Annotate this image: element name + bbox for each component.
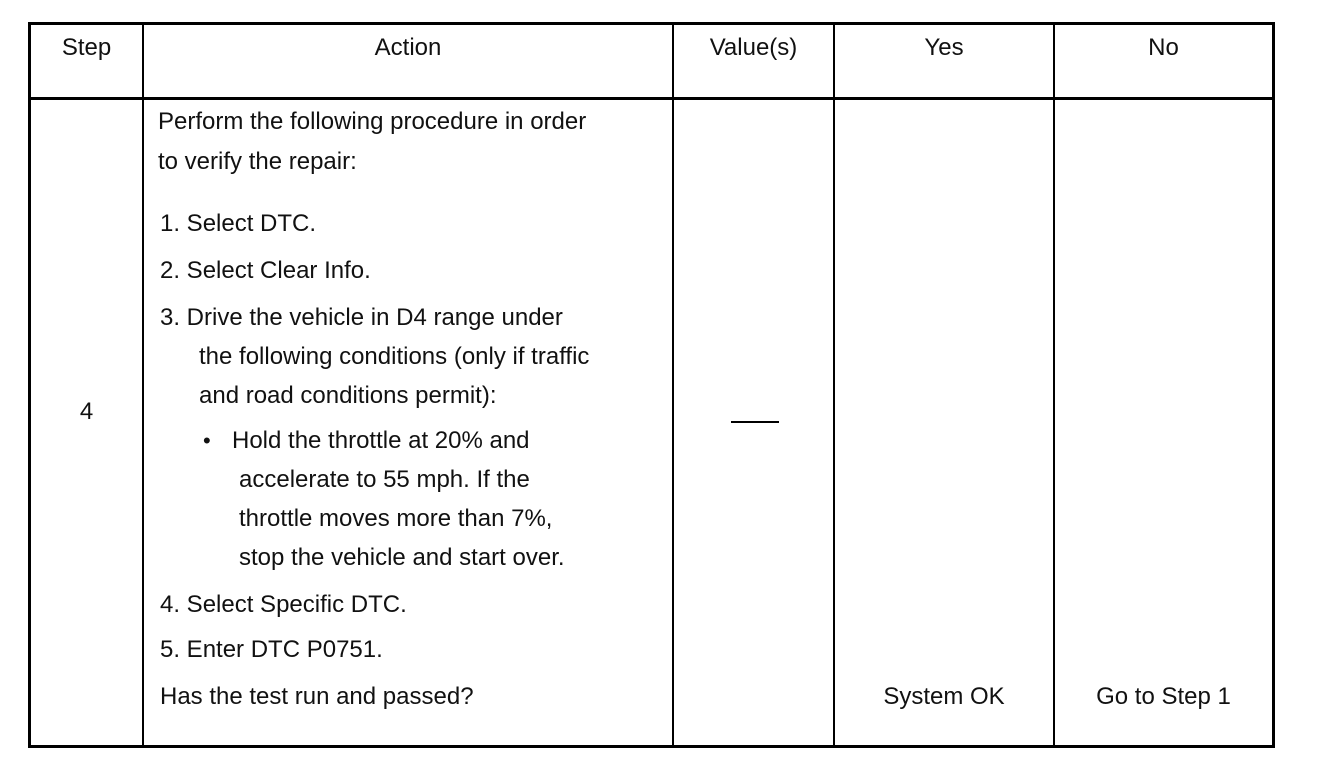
yes-result: System OK: [883, 683, 1005, 710]
header-values: Value(s): [709, 34, 798, 61]
action-item-3-line-3: and road conditions permit):: [199, 382, 497, 409]
value-text: [31, 25, 32, 26]
value-empty-dash: [731, 421, 779, 423]
action-item-3-line-2: the following conditions (only if traffic: [199, 343, 590, 370]
column-divider: [142, 25, 144, 745]
action-bullet-line-4: stop the vehicle and start over.: [239, 544, 565, 571]
header-no: No: [1148, 34, 1179, 61]
action-item-5: 5. Enter DTC P0751.: [160, 636, 383, 663]
header-divider: [31, 97, 1272, 100]
header-step: Step: [61, 34, 112, 61]
action-item-1: 1. Select DTC.: [160, 210, 317, 237]
bullet-icon: •: [203, 428, 211, 453]
action-item-4: 4. Select Specific DTC.: [160, 591, 407, 618]
action-intro-line-1: Perform the following procedure in order: [158, 108, 587, 135]
header-yes: Yes: [924, 34, 964, 61]
column-divider: [672, 25, 674, 745]
no-result: Go to Step 1: [1096, 683, 1231, 710]
header-action: Action: [374, 34, 442, 61]
column-divider: [1053, 25, 1055, 745]
action-item-3-line-1: 3. Drive the vehicle in D4 range under: [160, 304, 563, 331]
diagnostic-table: [28, 22, 1275, 748]
action-bullet-line-2: accelerate to 55 mph. If the: [239, 466, 530, 493]
column-divider: [833, 25, 835, 745]
step-number: 4: [79, 398, 94, 425]
action-intro-line-2: to verify the repair:: [158, 148, 357, 175]
action-bullet-line-3: throttle moves more than 7%,: [239, 505, 553, 532]
action-item-2: 2. Select Clear Info.: [160, 257, 371, 284]
action-question: Has the test run and passed?: [160, 683, 474, 710]
action-bullet-line-1: Hold the throttle at 20% and: [232, 427, 530, 454]
